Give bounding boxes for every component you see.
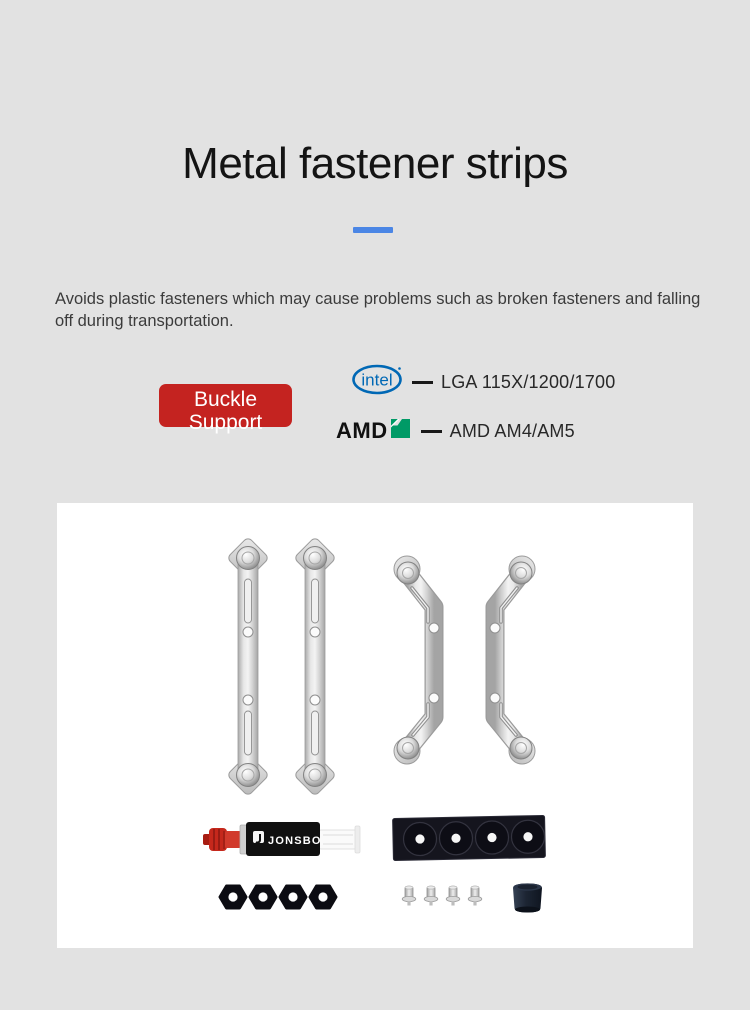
badge-line-2: Support (188, 411, 263, 434)
dash-separator (421, 430, 442, 433)
intel-compatibility-row (352, 366, 615, 398)
svg-text:JONSBO: JONSBO (268, 835, 322, 847)
amd-compatibility-row (336, 416, 575, 446)
amd-arrow-icon (390, 418, 411, 444)
svg-text:intel: intel (361, 370, 393, 390)
amd-logo-text: AMD (336, 418, 388, 443)
accent-underline (353, 227, 393, 233)
dash-separator (412, 381, 433, 384)
intel-logo-icon (352, 364, 402, 400)
rubber-gasket-strip (393, 815, 546, 860)
page-title: Metal fastener strips (182, 139, 568, 189)
amd-socket-label: AMD AM4/AM5 (449, 420, 575, 441)
buckle-support-badge (159, 384, 292, 434)
socket-cap (513, 883, 542, 912)
description-text: Avoids plastic fasteners which may cause problems such as broken fasteners and falling off during transportation. (55, 289, 701, 330)
intel-socket-label: LGA 115X/1200/1700 (441, 371, 616, 392)
product-photo (57, 503, 693, 948)
badge-line-1: Buckle (193, 388, 258, 411)
